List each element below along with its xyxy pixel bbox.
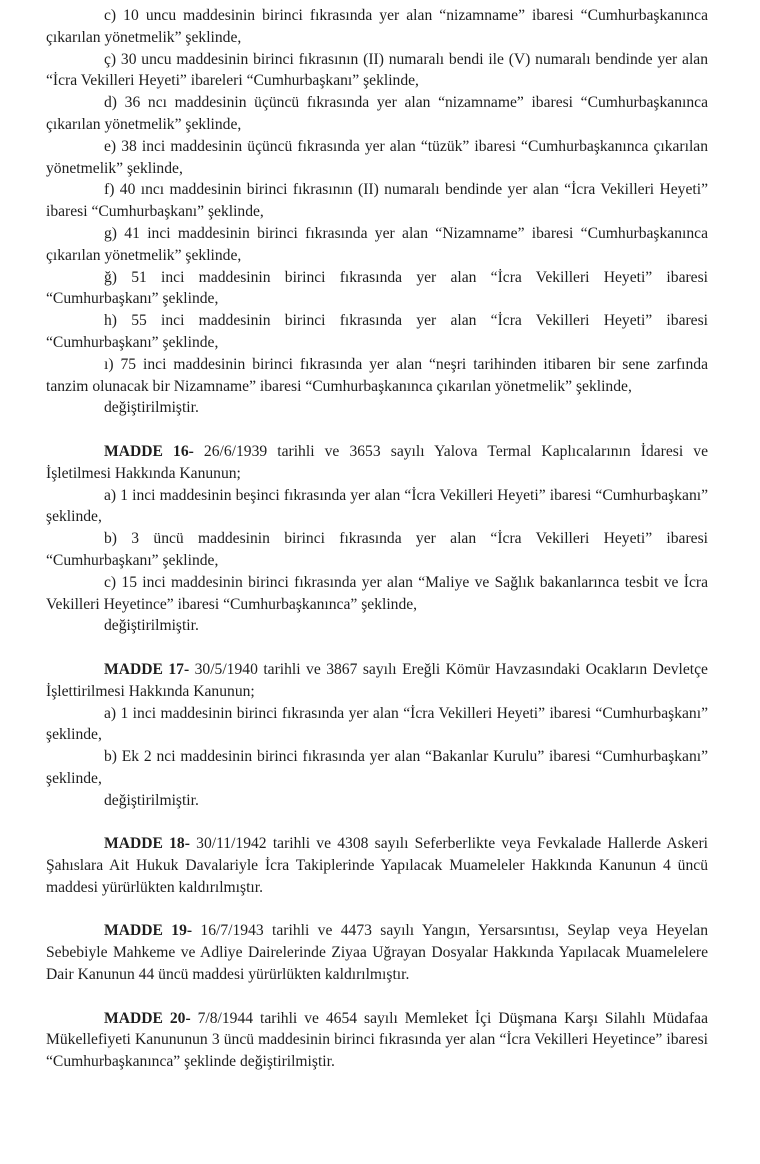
- article-16-intro: [46, 441, 708, 485]
- list-item: c) 15 inci maddesinin birinci fıkrasında yer alan “Maliye ve Sağlık bakanlarınca tesbit ve İcra Vekilleri Heyetince” ibaresi “Cumhurbaşkanınca” şeklinde,: [46, 573, 708, 613]
- closing-text: değiştirilmiştir.: [104, 399, 199, 417]
- list-item: e) 38 inci maddesinin üçüncü fıkrasında yer alan “tüzük” ibaresi “Cumhurbaşkanınca çıkarılan yönetmelik” şeklinde,: [46, 137, 708, 177]
- list-item: h) 55 inci maddesinin birinci fıkrasında yer alan “İcra Vekilleri Heyeti” ibaresi “Cumhurbaşkanı” şeklinde,: [46, 312, 708, 351]
- article-label: MADDE 16-: [104, 442, 194, 460]
- list-item: b) Ek 2 nci maddesinin birinci fıkrasında yer alan “Bakanlar Kurulu” ibaresi “Cumhurbaşkanı” şeklinde,: [46, 748, 708, 787]
- list-item: a) 1 inci maddesinin birinci fıkrasında yer alan “İcra Vekilleri Heyeti” ibaresi “Cumhurbaşkanı” şeklinde,: [46, 704, 708, 744]
- list-item: f) 40 ıncı maddesinin birinci fıkrasının (II) numaralı bendinde yer alan “İcra Vekilleri Heyeti” ibaresi “Cumhurbaşkanı” şeklinde,: [46, 181, 708, 221]
- article-intro-text: 26/6/1939 tarihli ve 3653 sayılı Yalova Termal Kaplıcalarının İdaresi ve İşletilmesi Hakkında Kanunun;: [46, 442, 708, 482]
- list-item: d) 36 ncı maddesinin üçüncü fıkrasında yer alan “nizamname” ibaresi “Cumhurbaşkanınca çıkarılan yönetmelik” şeklinde,: [46, 94, 708, 133]
- list-item: a) 1 inci maddesinin beşinci fıkrasında yer alan “İcra Vekilleri Heyeti” ibaresi “Cumhurbaşkanı” şeklinde,: [46, 486, 708, 526]
- article-20: [46, 1008, 708, 1073]
- list-item: ç) 30 uncu maddesinin birinci fıkrasının (II) numaralı bendi ile (V) numaralı bendinde yer alan “İcra Vekilleri Heyeti” ibareleri “Cumhurbaşkanı” şeklinde,: [46, 50, 708, 90]
- list-item: c) 10 uncu maddesinin birinci fıkrasında yer alan “nizamname” ibaresi “Cumhurbaşkanınca çıkarılan yönetmelik” şeklinde,: [46, 7, 708, 46]
- list-item: ğ) 51 inci maddesinin birinci fıkrasında yer alan “İcra Vekilleri Heyeti” ibaresi “Cumhurbaşkanı” şeklinde,: [46, 268, 708, 308]
- article-17-intro: [46, 659, 708, 703]
- article-label: MADDE 20-: [104, 1009, 191, 1027]
- article-text: 16/7/1943 tarihli ve 4473 sayılı Yangın, Yersarsıntısı, Seylap veya Heyelan Sebebiyle Mahkeme ve Adliye Dairelerinde Ziyaa Uğrayan Dosyalar Hakkında Yapılacak Muamelelere Dair Kanunun 44 üncü maddesi yürürlükten kaldırılmıştır.: [46, 922, 708, 984]
- list-item: b) 3 üncü maddesinin birinci fıkrasında yer alan “İcra Vekilleri Heyeti” ibaresi “Cumhurbaşkanı” şeklinde,: [46, 530, 708, 569]
- closing-text: değiştirilmiştir.: [104, 791, 199, 809]
- article-label: MADDE 17-: [104, 660, 190, 678]
- article-intro-text: 30/5/1940 tarihli ve 3867 sayılı Ereğli Kömür Havzasındaki Ocakların Devletçe İşlettirilmesi Hakkında Kanunun;: [46, 660, 708, 700]
- list-item: g) 41 inci maddesinin birinci fıkrasında yer alan “Nizamname” ibaresi “Cumhurbaşkanınca çıkarılan yönetmelik” şeklinde,: [46, 224, 708, 264]
- article-19: [46, 920, 708, 985]
- article-18: [46, 833, 708, 898]
- closing-text: değiştirilmiştir.: [104, 617, 199, 635]
- article-text: 7/8/1944 tarihli ve 4654 sayılı Memleket İçi Düşmana Karşı Silahlı Müdafaa Mükellefiyeti Kanununun 3 üncü maddesinin birinci fıkrasında yer alan “İcra Vekilleri Heyetince” ibaresi “Cumhurbaşkanınca” şeklinde değiştirilmiştir.: [46, 1009, 709, 1071]
- list-item: ı) 75 inci maddesinin birinci fıkrasında yer alan “neşri tarihinden itibaren bir sene zarfında tanzim olunacak bir Nizamname” ibaresi “Cumhurbaşkanınca çıkarılan yönetmelik” şeklinde,: [46, 355, 708, 395]
- article-label: MADDE 19-: [104, 922, 193, 940]
- article-label: MADDE 18-: [104, 835, 190, 853]
- article-text: 30/11/1942 tarihli ve 4308 sayılı Seferberlikte veya Fevkalade Hallerde Askeri Şahıslara Ait Hukuk Davalariyle İcra Takiplerinde Yapılacak Muameleler Hakkında Kanunun 4 üncü maddesi yürürlükten kaldırılmıştır.: [46, 835, 709, 896]
